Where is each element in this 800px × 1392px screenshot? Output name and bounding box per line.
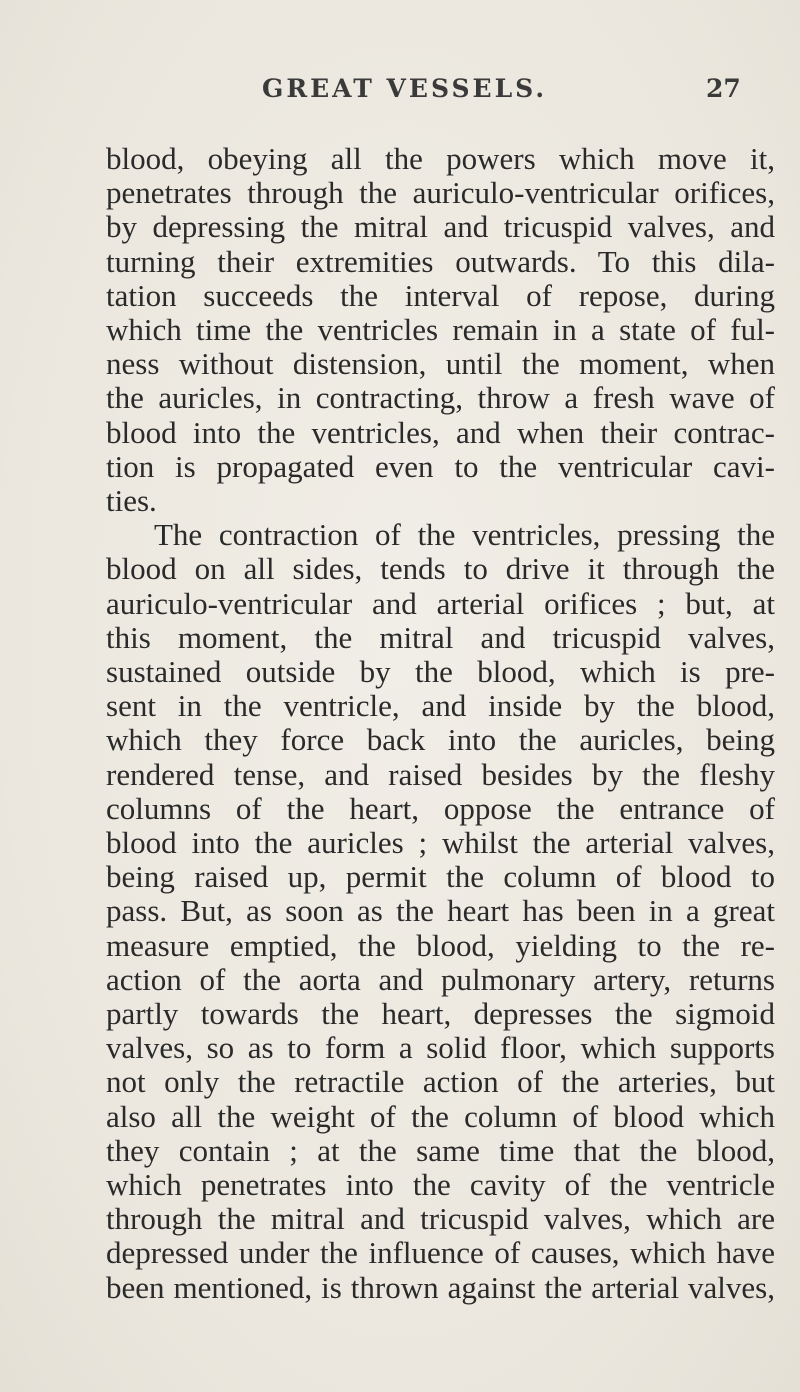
- page-number: 27: [706, 74, 741, 103]
- text-line-content: ness without distension, until the moment, when: [106, 346, 775, 382]
- text-line: [106, 245, 775, 279]
- text-line-content: turning their extremities outwards. To this dila-: [106, 243, 775, 279]
- text-line-content: this moment, the mitral and tricuspid valves,: [106, 619, 775, 655]
- running-head: [0, 74, 800, 114]
- text-line: [106, 587, 775, 621]
- text-line-content: columns of the heart, oppose the entrance of: [106, 790, 775, 826]
- text-line: [106, 416, 775, 450]
- text-line: [106, 381, 775, 415]
- text-line: [106, 963, 775, 997]
- text-line: [106, 450, 775, 484]
- text-line: [106, 347, 775, 381]
- running-head-title: GREAT VESSELS.: [262, 74, 548, 103]
- text-line: [106, 655, 775, 689]
- text-line-content: pass. But, as soon as the heart has been in a great: [106, 893, 775, 929]
- text-line: [106, 210, 775, 244]
- text-line: [106, 689, 775, 723]
- text-line-content: blood into the ventricles, and when their contrac-: [106, 414, 775, 450]
- text-line-content: depressed under the influence of causes, which have: [106, 1235, 775, 1271]
- text-line-content: which penetrates into the cavity of the ventricle: [106, 1167, 775, 1202]
- text-line-content: sustained outside by the blood, which is pre-: [106, 654, 775, 689]
- text-line: [154, 518, 775, 552]
- text-line: [106, 621, 775, 655]
- text-line-content: ties.: [106, 483, 157, 518]
- text-line: [106, 313, 775, 347]
- text-line-content: partly towards the heart, depresses the sigmoid: [106, 996, 775, 1031]
- text-line: [106, 176, 775, 210]
- text-line: [106, 860, 775, 894]
- text-line-content: action of the aorta and pulmonary artery, returns: [106, 961, 775, 997]
- text-line: [106, 1202, 775, 1236]
- text-line-content: the auricles, in contracting, throw a fresh wave of: [106, 380, 775, 416]
- text-line-content: by depressing the mitral and tricuspid valves, and: [106, 209, 775, 245]
- text-line: [106, 484, 775, 518]
- text-line: [106, 723, 775, 757]
- text-line: [106, 929, 775, 963]
- text-line-content: which they force back into the auricles, being: [106, 722, 775, 758]
- text-line: [106, 279, 775, 313]
- text-line: [106, 1031, 775, 1065]
- text-line-content: The contraction of the ventricles, pressing the: [154, 517, 775, 553]
- text-line-content: been mentioned, is thrown against the arterial valves,: [106, 1269, 775, 1305]
- text-line-content: tation succeeds the interval of repose, during: [106, 277, 775, 313]
- text-line-content: blood, obeying all the powers which move it,: [106, 141, 775, 176]
- text-line-content: auriculo-ventricular and arterial orifices ; but, at: [106, 585, 775, 621]
- text-line: [106, 792, 775, 826]
- text-line-content: sent in the ventricle, and inside by the blood,: [106, 688, 775, 724]
- text-line-content: also all the weight of the column of blood which: [106, 1098, 775, 1134]
- text-line-content: tion is propagated even to the ventricular cavi-: [106, 448, 775, 484]
- text-line: [106, 1168, 775, 1202]
- text-line: [106, 1134, 775, 1168]
- text-line: [106, 894, 775, 928]
- text-line-content: which time the ventricles remain in a state of ful-: [106, 312, 775, 347]
- text-line: [106, 1271, 775, 1305]
- text-line: [106, 142, 775, 176]
- text-line-content: blood into the auricles ; whilst the arterial valves,: [106, 825, 775, 860]
- text-line-content: valves, so as to form a solid floor, which supports: [106, 1030, 775, 1066]
- text-line: [106, 1100, 775, 1134]
- text-line: [106, 997, 775, 1031]
- text-line-content: through the mitral and tricuspid valves, which are: [106, 1201, 775, 1237]
- text-line-content: they contain ; at the same time that the blood,: [106, 1132, 775, 1168]
- text-line: [106, 552, 775, 586]
- text-line: [106, 1236, 775, 1270]
- text-line-content: rendered tense, and raised besides by the fleshy: [106, 756, 775, 792]
- text-line-content: being raised up, permit the column of blood to: [106, 859, 775, 895]
- text-line-content: blood on all sides, tends to drive it through the: [106, 551, 775, 587]
- text-line: [106, 758, 775, 792]
- text-line: [106, 826, 775, 860]
- text-line-content: not only the retractile action of the arteries, but: [106, 1064, 775, 1100]
- text-line-content: measure emptied, the blood, yielding to the re-: [106, 927, 775, 963]
- text-line-content: penetrates through the auriculo-ventricular orifices,: [106, 175, 775, 211]
- text-line: [106, 1065, 775, 1099]
